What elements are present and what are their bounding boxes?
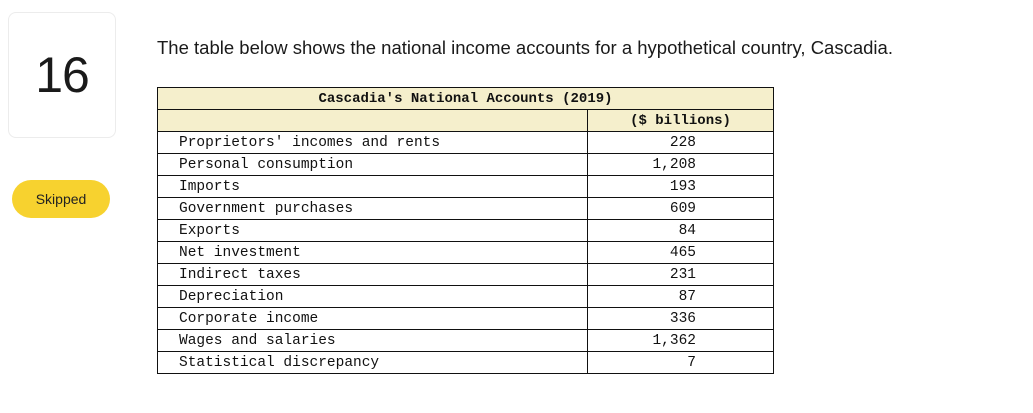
row-value: 228 — [588, 132, 774, 154]
table-row — [158, 308, 774, 330]
row-value: 87 — [588, 286, 774, 308]
row-value: 1,208 — [588, 154, 774, 176]
row-value: 7 — [588, 352, 774, 374]
table-row — [158, 330, 774, 352]
table-title-row — [158, 88, 774, 110]
table-row — [158, 286, 774, 308]
row-value: 465 — [588, 242, 774, 264]
table-row — [158, 198, 774, 220]
row-value: 609 — [588, 198, 774, 220]
table-row — [158, 264, 774, 286]
row-label: Wages and salaries — [158, 330, 588, 352]
table-row — [158, 242, 774, 264]
skipped-status-badge: Skipped — [12, 180, 110, 218]
row-label: Indirect taxes — [158, 264, 588, 286]
table-unit-row — [158, 110, 774, 132]
row-value: 193 — [588, 176, 774, 198]
row-value: 231 — [588, 264, 774, 286]
table-row — [158, 132, 774, 154]
table-unit-header: ($ billions) — [588, 110, 774, 132]
row-label: Proprietors' incomes and rents — [158, 132, 588, 154]
table-label-header — [158, 110, 588, 132]
table-row — [158, 220, 774, 242]
table-row — [158, 176, 774, 198]
question-number: 16 — [35, 47, 89, 103]
row-label: Imports — [158, 176, 588, 198]
table-title: Cascadia's National Accounts (2019) — [158, 88, 774, 110]
row-label: Depreciation — [158, 286, 588, 308]
row-label: Personal consumption — [158, 154, 588, 176]
row-value: 84 — [588, 220, 774, 242]
table-row — [158, 154, 774, 176]
question-number-card — [8, 12, 116, 138]
row-label: Statistical discrepancy — [158, 352, 588, 374]
table-row — [158, 352, 774, 374]
row-label: Corporate income — [158, 308, 588, 330]
national-accounts-table — [157, 87, 774, 374]
row-value: 1,362 — [588, 330, 774, 352]
row-label: Government purchases — [158, 198, 588, 220]
row-label: Exports — [158, 220, 588, 242]
question-prompt: The table below shows the national income accounts for a hypothetical country, Cascadia. — [157, 37, 893, 58]
row-label: Net investment — [158, 242, 588, 264]
row-value: 336 — [588, 308, 774, 330]
